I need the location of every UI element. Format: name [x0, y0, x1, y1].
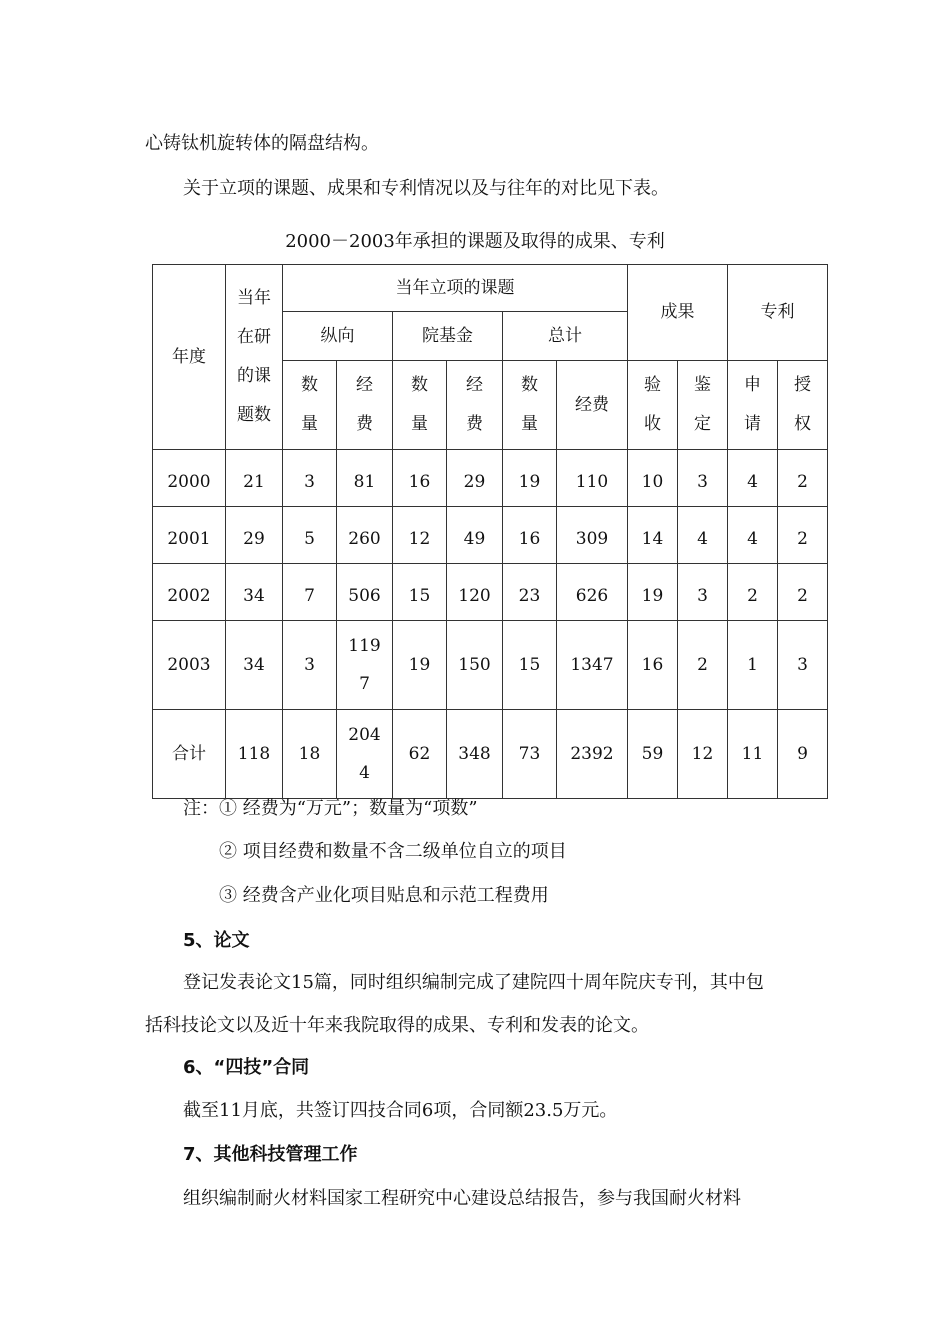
cell: 2	[678, 621, 728, 710]
cell: 10	[628, 450, 678, 507]
cell: 29	[226, 507, 283, 564]
cell: 3	[283, 450, 337, 507]
cell: 14	[628, 507, 678, 564]
header-appraise: 鉴 定	[678, 361, 728, 450]
cell: 19	[503, 450, 557, 507]
cell: 150	[447, 621, 503, 710]
cell: 4	[728, 507, 778, 564]
cell: 260	[337, 507, 393, 564]
cell: 21	[226, 450, 283, 507]
cell: 3	[283, 621, 337, 710]
header-qty: 数 量	[393, 361, 447, 450]
cell-year: 2002	[153, 564, 226, 621]
cell: 1347	[557, 621, 628, 710]
cell: 4	[678, 507, 728, 564]
cell: 34	[226, 621, 283, 710]
data-table	[152, 264, 828, 799]
note-3: ③ 经费含产业化项目贴息和示范工程费用	[219, 885, 549, 906]
cell: 19	[628, 564, 678, 621]
cell: 1	[728, 621, 778, 710]
cell-year: 2001	[153, 507, 226, 564]
cell: 81	[337, 450, 393, 507]
cell: 23	[503, 564, 557, 621]
cell: 4	[728, 450, 778, 507]
cell-year: 2000	[153, 450, 226, 507]
table-caption: 2000－2003年承担的课题及取得的成果、专利	[285, 231, 665, 252]
header-vertical: 纵向	[283, 312, 393, 361]
header-apply: 申 请	[728, 361, 778, 450]
cell: 9	[778, 710, 828, 799]
cell: 16	[628, 621, 678, 710]
section-7-title: 7、其他科技管理工作	[183, 1144, 358, 1165]
cell: 5	[283, 507, 337, 564]
cell: 34	[226, 564, 283, 621]
cell: 3	[678, 450, 728, 507]
cell: 2	[778, 564, 828, 621]
header-qty: 数 量	[283, 361, 337, 450]
section-5-paragraph-line-2: 括科技论文以及近十年来我院取得的成果、专利和发表的论文。	[145, 1015, 649, 1036]
header-fee: 经 费	[337, 361, 393, 450]
cell: 348	[447, 710, 503, 799]
header-qty: 数 量	[503, 361, 557, 450]
cell: 204 4	[337, 710, 393, 799]
table-row-total	[153, 710, 828, 799]
cell: 3	[778, 621, 828, 710]
cell: 3	[678, 564, 728, 621]
section-6-title: 6、“四技”合同	[183, 1057, 310, 1078]
cell: 2	[778, 507, 828, 564]
cell: 62	[393, 710, 447, 799]
cell-year: 2003	[153, 621, 226, 710]
cell: 16	[393, 450, 447, 507]
cell: 12	[393, 507, 447, 564]
cell: 2392	[557, 710, 628, 799]
cell: 110	[557, 450, 628, 507]
table-row	[153, 621, 828, 710]
cell: 118	[226, 710, 283, 799]
cell: 15	[503, 621, 557, 710]
section-6-paragraph: 截至11月底，共签订四技合同6项，合同额23.5万元。	[183, 1100, 618, 1121]
cell: 2	[778, 450, 828, 507]
section-5-title: 5、论文	[183, 930, 250, 951]
cell: 120	[447, 564, 503, 621]
header-accept: 验 收	[628, 361, 678, 450]
header-results: 成果	[628, 265, 728, 361]
cell: 626	[557, 564, 628, 621]
cell: 506	[337, 564, 393, 621]
note-1: 注：① 经费为“万元”；数量为“项数”	[183, 798, 478, 819]
cell: 73	[503, 710, 557, 799]
cell: 2	[728, 564, 778, 621]
cell-year: 合计	[153, 710, 226, 799]
section-5-paragraph-line-1: 登记发表论文15篇，同时组织编制完成了建院四十周年院庆专刊，其中包	[183, 972, 764, 993]
header-current-projects: 当年 在研 的课 题数	[226, 265, 283, 450]
cell: 119 7	[337, 621, 393, 710]
cell: 7	[283, 564, 337, 621]
header-grant: 授 权	[778, 361, 828, 450]
cell: 29	[447, 450, 503, 507]
intro-paragraph: 关于立项的课题、成果和专利情况以及与往年的对比见下表。	[183, 178, 669, 199]
cell: 16	[503, 507, 557, 564]
section-7-paragraph: 组织编制耐火材料国家工程研究中心建设总结报告，参与我国耐火材料	[183, 1188, 741, 1209]
note-2: ② 项目经费和数量不含二级单位自立的项目	[219, 841, 567, 862]
cell: 11	[728, 710, 778, 799]
intro-line: 心铸钛机旋转体的隔盘结构。	[145, 133, 379, 154]
cell: 12	[678, 710, 728, 799]
cell: 49	[447, 507, 503, 564]
header-fee-total: 经费	[557, 361, 628, 450]
header-patents: 专利	[728, 265, 828, 361]
table-row	[153, 507, 828, 564]
table-row	[153, 564, 828, 621]
header-fee: 经 费	[447, 361, 503, 450]
cell: 59	[628, 710, 678, 799]
header-fund: 院基金	[393, 312, 503, 361]
cell: 18	[283, 710, 337, 799]
cell: 15	[393, 564, 447, 621]
cell: 309	[557, 507, 628, 564]
header-year: 年度	[153, 265, 226, 450]
header-new-projects: 当年立项的课题	[283, 265, 628, 312]
cell: 19	[393, 621, 447, 710]
table-row	[153, 450, 828, 507]
header-total: 总计	[503, 312, 628, 361]
